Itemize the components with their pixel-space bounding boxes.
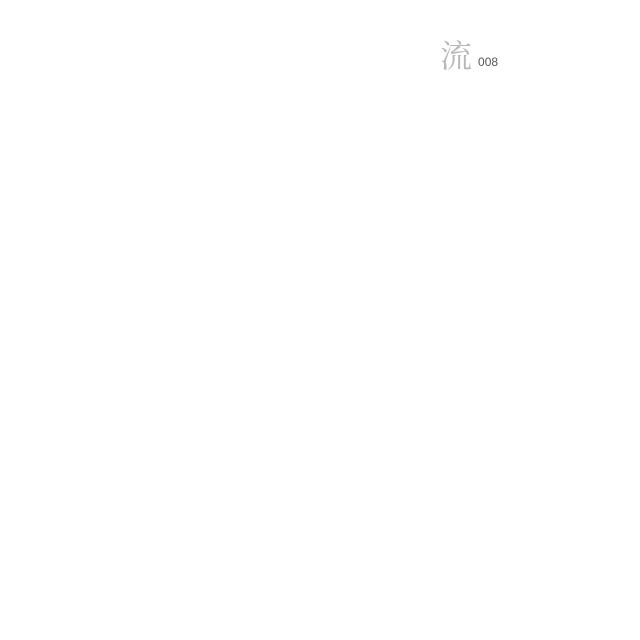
text-column — [353, 92, 370, 592]
text-column — [433, 92, 450, 592]
text-column — [393, 92, 410, 592]
running-header — [440, 37, 499, 75]
text-column — [292, 92, 309, 592]
page-number: 008 — [478, 55, 499, 69]
text-column — [212, 92, 229, 592]
text-column — [232, 92, 249, 592]
text-column — [333, 92, 350, 592]
text-column — [413, 92, 430, 592]
text-column — [473, 92, 490, 592]
text-column — [373, 92, 390, 592]
text-column — [192, 92, 209, 592]
text-column — [172, 92, 189, 592]
text-column — [312, 92, 329, 592]
vertical-text-block — [172, 92, 490, 592]
text-column — [453, 92, 470, 592]
text-column — [252, 92, 269, 592]
text-column — [272, 92, 289, 592]
header-title: 流 — [440, 37, 473, 75]
